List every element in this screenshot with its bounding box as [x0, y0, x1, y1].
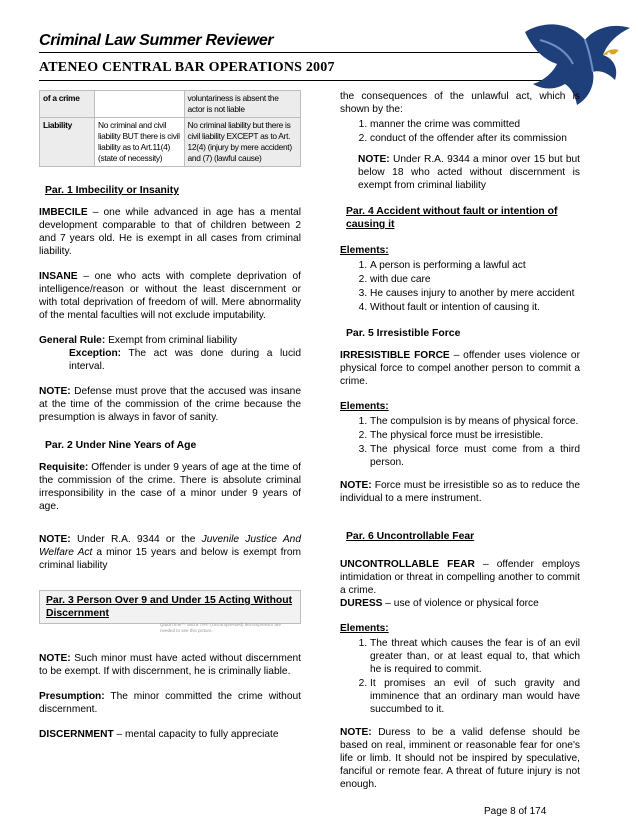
list-item: 1. The compulsion is by means of physical force. [370, 415, 580, 428]
paragraph: General Rule: Exempt from criminal liability [39, 335, 238, 346]
section-heading: Par. 3 Person Over 9 and Under 15 Acting Without Discernment [39, 590, 301, 624]
paragraph: NOTE: Duress to be a valid defense should be based on real, imminent or reasonable fear for one's life or limb. It should not be inspired by speculative, fanciful or remote fear. A threat of future injury is not enough. [340, 727, 580, 790]
section-heading: Par. 1 Imbecility or Insanity [45, 185, 179, 196]
list [340, 637, 580, 716]
paragraph: NOTE: Defense must prove that the accused was insane at the time of the commission of the crime because the presumption is always in favor of sanity. [39, 386, 301, 423]
table-cell: of a crime [40, 91, 95, 118]
paragraph: NOTE: Under R.A. 9344 a minor over 15 but but below 18 who acted without discernment is exempt from criminal liability [358, 154, 580, 191]
list-item: 2. with due care [370, 273, 580, 286]
left-column [39, 90, 301, 753]
header-rule [39, 52, 559, 53]
list-item: 3. The physical force must come from a third person. [370, 443, 580, 469]
list [340, 118, 580, 145]
table-row [40, 118, 301, 167]
table-cell: Liability [40, 118, 95, 167]
document-title: Criminal Law Summer Reviewer [39, 32, 274, 49]
paragraph: DISCERNMENT – mental capacity to fully appreciate [39, 729, 279, 740]
paragraph: NOTE: Under R.A. 9344 or the Juvenile Justice And Welfare Act a minor 15 years and below is exempt from criminal liability [39, 534, 301, 571]
comparison-table [39, 90, 301, 167]
table-cell: voluntariness is absent the actor is not liable [184, 91, 300, 118]
list-item: 3. He causes injury to another by mere accident [370, 287, 580, 300]
table-cell: No criminal and civil liability BUT there is civil liability as to Art.11(4) (state of necessity) [95, 118, 185, 167]
table-cell [95, 91, 185, 118]
table-row [40, 91, 301, 118]
table-cell: No criminal liability but there is civil liability EXCEPT as to Art. 12(4) (injury by mere accident) and (7) (lawful cause) [184, 118, 300, 167]
list-item: 2. It promises an evil of such gravity and imminence that an ordinary man would have succumbed to it. [370, 677, 580, 716]
paragraph: IMBECILE – one while advanced in age has a mental development comparable to that of children between 2 and 7 years old. He is exempt in all cases from criminal liability. [39, 207, 301, 257]
page-number: Page 8 of 174 [484, 806, 547, 817]
image-placeholder-text: QuickTime™ and a TIFF (Uncompressed) decompressor are needed to see this picture. [160, 622, 282, 633]
list [340, 259, 580, 314]
paragraph: Elements: [340, 623, 389, 634]
paragraph: INSANE – one who acts with complete deprivation of intelligence/reason or without the least discernment or with total deprivation of freedom of will. Mere abnormality of the mental faculties will not exclude imputability. [39, 271, 301, 321]
paragraph: Requisite: Offender is under 9 years of age at the time of the commission of the crime. There is absolute criminal irresponsibility in the case of a minor under 9 years of age. [39, 462, 301, 512]
paragraph: UNCONTROLLABLE FEAR – offender employs intimidation or threat in compelling another to commit a crime. [340, 559, 580, 596]
section-heading: Par. 6 Uncontrollable Fear [346, 531, 475, 542]
paragraph: NOTE: Such minor must have acted without discernment to be exempt. If with discernment, he is criminally liable. [39, 653, 301, 677]
paragraph: DURESS – use of violence or physical force [340, 598, 539, 609]
section-heading: Par. 4 Accident without fault or intention of causing it [346, 206, 558, 230]
right-column [340, 90, 580, 803]
list-item: 2. conduct of the offender after its commission [370, 132, 580, 145]
list-item: 1. The threat which causes the fear is of an evil greater than, or at least equal to, that which he is required to commit. [370, 637, 580, 676]
paragraph: IRRESISTIBLE FORCE – offender uses violence or physical force to compel another person to commit a crime. [340, 350, 580, 387]
document-subtitle: ATENEO CENTRAL BAR OPERATIONS 2007 [39, 60, 335, 75]
paragraph: NOTE: Force must be irresistible so as to reduce the individual to a mere instrument. [340, 480, 580, 504]
paragraph: Elements: [340, 245, 389, 256]
section-heading: Par. 2 Under Nine Years of Age [45, 440, 197, 451]
paragraph: Exception: The act was done during a lucid interval. [69, 348, 301, 372]
list-item: 1. manner the crime was committed [370, 118, 580, 131]
list [340, 415, 580, 469]
list-item: 1. A person is performing a lawful act [370, 259, 580, 272]
section-heading: Par. 5 Irresistible Force [346, 328, 461, 339]
header-rule-2 [39, 80, 559, 81]
paragraph: the consequences of the unlawful act, which is shown by the: [340, 91, 580, 115]
paragraph: Presumption: The minor committed the crime without discernment. [39, 691, 301, 715]
list-item: 4. Without fault or intention of causing it. [370, 301, 580, 314]
list-item: 2. The physical force must be irresistible. [370, 429, 580, 442]
paragraph: Elements: [340, 401, 389, 412]
